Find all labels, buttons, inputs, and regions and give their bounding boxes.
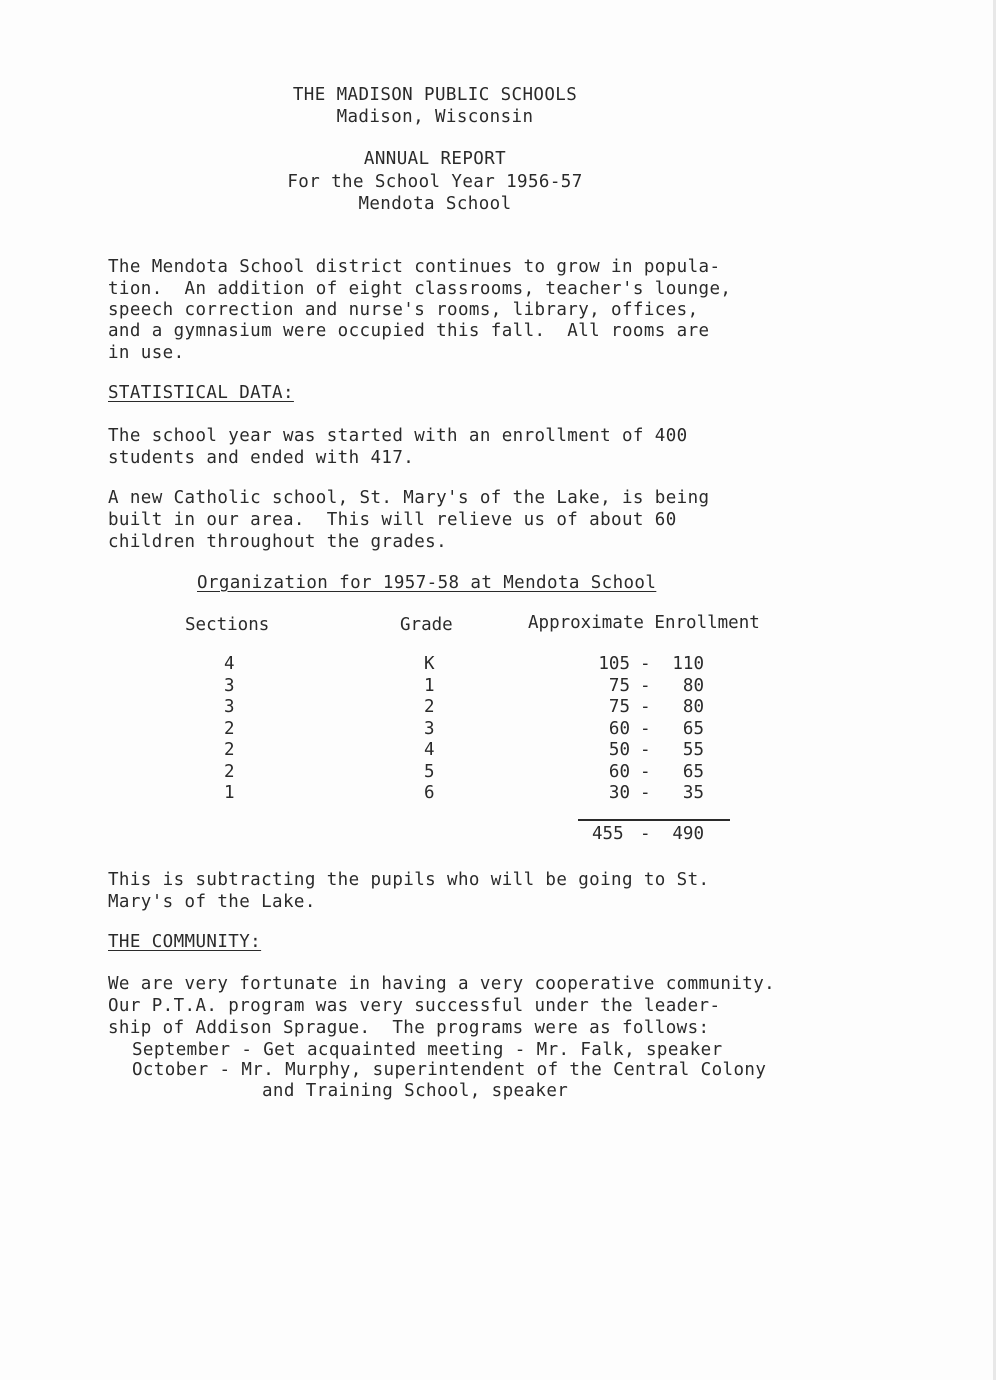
row-enrollment-high: 65 [682,718,704,739]
row-sections: 3 [224,697,235,717]
header-sections: Sections [185,615,270,635]
school-system-title: THE MADISON PUBLIC SCHOOLS [292,85,578,105]
row-enrollment-low: 75 [608,675,630,696]
row-enrollment-high: 35 [682,783,704,803]
program-september: September - Get acquainted meeting - Mr. Falk, speaker [132,1040,723,1060]
row-enrollment-dash: - [640,783,651,803]
row-sections: 3 [224,675,235,696]
row-grade: 6 [424,783,435,803]
header-grade: Grade [400,615,453,635]
community-line-1: We are very fortunate in having a very cooperative community. [108,974,776,994]
subtracting-line-1: This is subtracting the pupils who will be going to St. [108,870,710,890]
school-year-line: For the School Year 1956-57 [287,172,583,192]
table-title: Organization for 1957-58 at Mendota School [197,573,657,593]
row-enrollment-dash: - [640,740,651,760]
total-high: 490 [672,824,704,844]
row-sections: 2 [224,718,235,739]
row-sections: 1 [224,783,235,803]
stat-para2-line-1: A new Catholic school, St. Mary's of the Lake, is being [108,488,710,508]
row-enrollment-dash: - [640,675,651,696]
row-sections: 2 [224,761,235,782]
row-enrollment-high: 65 [682,761,704,782]
location-line: Madison, Wisconsin [336,107,534,127]
row-grade: 3 [424,718,435,739]
report-title: ANNUAL REPORT [363,149,507,169]
program-october-cont: and Training School, speaker [262,1081,569,1101]
program-october: October - Mr. Murphy, superintendent of the Central Colony [132,1060,767,1080]
subtracting-line-2: Mary's of the Lake. [108,892,316,912]
row-enrollment-dash: - [640,654,651,674]
row-enrollment-low: 50 [608,740,630,760]
community-line-2: Our P.T.A. program was very successful under the leader- [108,996,721,1016]
community-heading: THE COMMUNITY: [108,932,262,952]
total-low: 455 [592,824,624,844]
row-enrollment-dash: - [640,761,651,782]
community-line-3: ship of Addison Sprague. The programs were as follows: [108,1018,710,1038]
row-enrollment-high: 80 [682,697,704,717]
row-grade: 5 [424,761,435,782]
intro-line-5: in use. [108,343,185,363]
row-sections: 4 [224,654,235,674]
header-enrollment: Approximate Enrollment [528,613,760,633]
stat-para2-line-2: built in our area. This will relieve us of about 60 [108,510,677,530]
row-grade: K [424,654,435,674]
row-enrollment-high: 55 [682,740,704,760]
total-dash: - [640,824,651,844]
stat-para2-line-3: children throughout the grades. [108,532,448,552]
row-grade: 1 [424,675,435,696]
row-sections: 2 [224,740,235,760]
statistical-heading: STATISTICAL DATA: [108,383,294,403]
stat-para1-line-1: The school year was started with an enrollment of 400 [108,426,688,446]
stat-para1-line-2: students and ended with 417. [108,448,415,468]
total-rule [578,819,730,821]
row-enrollment-low: 105 [598,654,630,674]
intro-line-1: The Mendota School district continues to grow in popula- [108,257,721,277]
row-enrollment-dash: - [640,718,651,739]
row-enrollment-dash: - [640,697,651,717]
intro-line-4: and a gymnasium were occupied this fall. All rooms are [108,321,710,341]
row-enrollment-high: 110 [672,654,704,674]
school-name: Mendota School [358,194,512,214]
intro-line-2: tion. An addition of eight classrooms, teacher's lounge, [108,279,732,299]
row-enrollment-low: 30 [608,783,630,803]
row-grade: 4 [424,740,435,760]
row-enrollment-high: 80 [682,675,704,696]
row-grade: 2 [424,697,435,717]
intro-line-3: speech correction and nurse's rooms, library, offices, [108,300,699,320]
row-enrollment-low: 60 [608,761,630,782]
row-enrollment-low: 60 [608,718,630,739]
row-enrollment-low: 75 [608,697,630,717]
